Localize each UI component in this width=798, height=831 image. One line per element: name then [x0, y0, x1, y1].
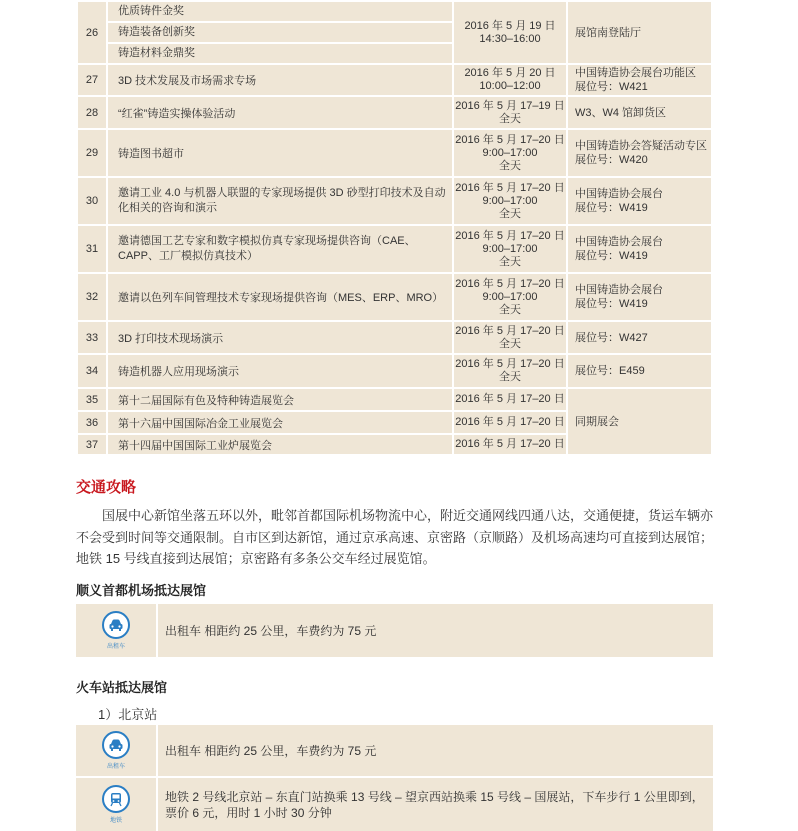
event-date-line: 14:30–16:00 [479, 32, 541, 45]
event-item: 3D 技术发展及市场需求专场 [108, 65, 452, 95]
event-date-line: 2016 年 5 月 17–20 日 [455, 277, 565, 290]
event-item: 第十六届中国国际冶金工业展览会 [108, 412, 452, 433]
event-date-line: 全天 [499, 337, 521, 350]
event-location-line: 中国铸造协会展台 [575, 284, 663, 296]
event-item: 铸造图书超市 [108, 130, 452, 176]
train-heading: 火车站抵达展馆 [76, 680, 168, 695]
event-location-line: 展位号：E459 [575, 365, 645, 377]
beijing-station-label: 1）北京站 [98, 707, 158, 722]
event-location [568, 226, 711, 272]
row-number: 37 [78, 435, 106, 454]
event-location [568, 97, 711, 128]
event-date-line: 2016 年 5 月 17–19 日 [455, 99, 565, 112]
event-item: 3D 打印技术现场演示 [108, 322, 452, 353]
row-number: 35 [78, 389, 106, 410]
table-row [78, 355, 711, 387]
event-date-line: 2016 年 5 月 17–20 日 [455, 181, 565, 194]
event-location [568, 178, 711, 224]
event-location [568, 355, 711, 387]
event-location-line: 展位号：W420 [575, 154, 648, 166]
row-number: 27 [78, 65, 106, 95]
event-date-line: 2016 年 5 月 20 日 [464, 67, 556, 79]
airport-taxi-box [76, 604, 713, 657]
event-location-line: 展馆南登陆厅 [575, 26, 641, 39]
event-item-line: 邀请德国工艺专家和数字模拟仿真专家现场提供咨询（CAE、 [118, 235, 416, 247]
event-date-line: 2016 年 5 月 17–20 日 [455, 393, 565, 405]
event-date [454, 274, 566, 320]
event-date [454, 435, 566, 454]
subway-badge [76, 778, 156, 831]
row-number: 28 [78, 97, 106, 128]
event-date [454, 178, 566, 224]
event-date-line: 2016 年 5 月 17–20 日 [455, 133, 565, 146]
event-date [454, 2, 566, 63]
table-row [78, 97, 711, 128]
row-number: 33 [78, 322, 106, 353]
event-location-line: 展位号：W421 [575, 81, 648, 93]
event-schedule-table [76, 0, 713, 456]
event-date-line: 2016 年 5 月 17–20 日 [455, 416, 565, 428]
table-row [78, 178, 711, 224]
merged-location: 同期展会 [568, 389, 711, 454]
table-row [78, 2, 711, 63]
event-sub-item: 铸造装备创新奖 [108, 21, 452, 42]
event-date-line: 9:00–17:00 [482, 194, 538, 207]
table-row [78, 274, 711, 320]
event-date [454, 389, 566, 410]
event-item-line: CAPP、工厂模拟仿真技术） [118, 250, 258, 262]
event-item [108, 2, 452, 63]
event-item: 第十四届中国国际工业炉展览会 [108, 435, 452, 454]
section-title-transport: 交通攻略 [76, 479, 137, 496]
event-location [568, 2, 711, 63]
event-date-line: 10:00–12:00 [479, 80, 541, 92]
event-location-line: 展位号：W427 [575, 331, 648, 344]
event-location [568, 130, 711, 176]
event-location-line: 中国铸造协会展台 [575, 236, 663, 248]
station-taxi-box [76, 725, 713, 776]
event-item: 邀请以色列车间管理技术专家现场提供咨询（MES、ERP、MRO） [108, 274, 452, 320]
row-number: 34 [78, 355, 106, 387]
event-item [108, 178, 452, 224]
event-date-line: 全天 [499, 255, 521, 268]
table-row [78, 389, 711, 410]
event-location-line: 展位号：W419 [575, 202, 648, 214]
event-location-line: 展位号：W419 [575, 250, 648, 262]
event-item-line: 化相关的咨询和演示 [118, 202, 217, 214]
event-date-line: 全天 [499, 159, 521, 172]
event-date [454, 322, 566, 353]
event-date-line: 2016 年 5 月 17–20 日 [455, 324, 565, 337]
station-taxi-info: 出租车 相距约 25 公里，车费约为 75 元 [158, 725, 713, 776]
event-date-line: 2016 年 5 月 17–20 日 [455, 229, 565, 242]
event-date-line: 2016 年 5 月 17–20 日 [455, 438, 565, 450]
event-location [568, 274, 711, 320]
event-date-line: 9:00–17:00 [482, 242, 538, 255]
table-row [78, 226, 711, 272]
taxi-badge [76, 604, 156, 657]
airport-heading: 顺义首都机场抵达展馆 [76, 583, 207, 598]
row-number: 31 [78, 226, 106, 272]
event-item: 第十二届国际有色及特种铸造展览会 [108, 389, 452, 410]
event-location-line: 中国铸造协会展台功能区 [575, 67, 696, 79]
subway-icon [102, 785, 130, 813]
event-date [454, 65, 566, 95]
event-sub-item: 铸造材料金鼎奖 [108, 42, 452, 63]
row-number: 30 [78, 178, 106, 224]
event-item [108, 226, 452, 272]
row-number: 29 [78, 130, 106, 176]
row-number: 26 [78, 2, 106, 63]
event-date-line: 9:00–17:00 [482, 146, 538, 159]
event-location-line: 中国铸造协会展台 [575, 188, 663, 200]
event-location [568, 322, 711, 353]
event-date [454, 412, 566, 433]
event-date [454, 355, 566, 387]
station-subway-info: 地铁 2 号线北京站 – 东直门站换乘 13 号线 – 望京西站换乘 15 号线 – 国展站，下车步行 1 公里即到，票价 6 元，用时 1 小时 30 分钟 [158, 778, 713, 831]
taxi-icon-label: 出租车 [106, 764, 125, 770]
event-date-line: 全天 [499, 371, 521, 383]
taxi-icon-label: 出租车 [106, 644, 125, 650]
row-number: 36 [78, 412, 106, 433]
event-date-line: 全天 [499, 303, 521, 316]
event-date-line: 9:00–17:00 [482, 290, 538, 303]
event-location-line: 中国铸造协会答疑活动专区 [575, 140, 707, 152]
station-subway-box [76, 778, 713, 831]
event-date [454, 130, 566, 176]
table-row [78, 130, 711, 176]
airport-taxi-info: 出租车 相距约 25 公里，车费约为 75 元 [158, 604, 713, 657]
table-row [78, 322, 711, 353]
event-item: 铸造机器人应用现场演示 [108, 355, 452, 387]
taxi-icon [102, 731, 130, 759]
event-location-line: W3、W4 馆卸货区 [575, 106, 667, 119]
event-location-line: 展位号：W419 [575, 298, 648, 310]
event-date-line: 2016 年 5 月 17–20 日 [455, 358, 565, 370]
event-date [454, 97, 566, 128]
subway-icon-label: 地铁 [109, 818, 122, 824]
transport-intro: 国展中心新馆坐落五环以外，毗邻首都国际机场物流中心，附近交通网线四通八达，交通便捷，货运车辆亦不会受到时间等交通限制。自市区到达新馆，通过京承高速、京密路（京顺路）及机场高速均可直接到达展馆；地铁 15 号线直接到达展馆；京密路有多条公交车经过展览馆。 [76, 508, 714, 566]
event-location [568, 65, 711, 95]
event-date-line: 2016 年 5 月 19 日 [464, 19, 556, 32]
row-number: 32 [78, 274, 106, 320]
taxi-icon [102, 611, 130, 639]
event-item-line: 邀请工业 4.0 与机器人联盟的专家现场提供 3D 砂型打印技术及自动 [118, 187, 446, 199]
event-sub-item: 优质铸件金奖 [118, 5, 184, 17]
event-date-line: 全天 [499, 112, 521, 125]
taxi-badge [76, 725, 156, 776]
event-date [454, 226, 566, 272]
table-row [78, 65, 711, 95]
event-date-line: 全天 [499, 207, 521, 220]
event-item: “红雀”铸造实操体验活动 [108, 97, 452, 128]
